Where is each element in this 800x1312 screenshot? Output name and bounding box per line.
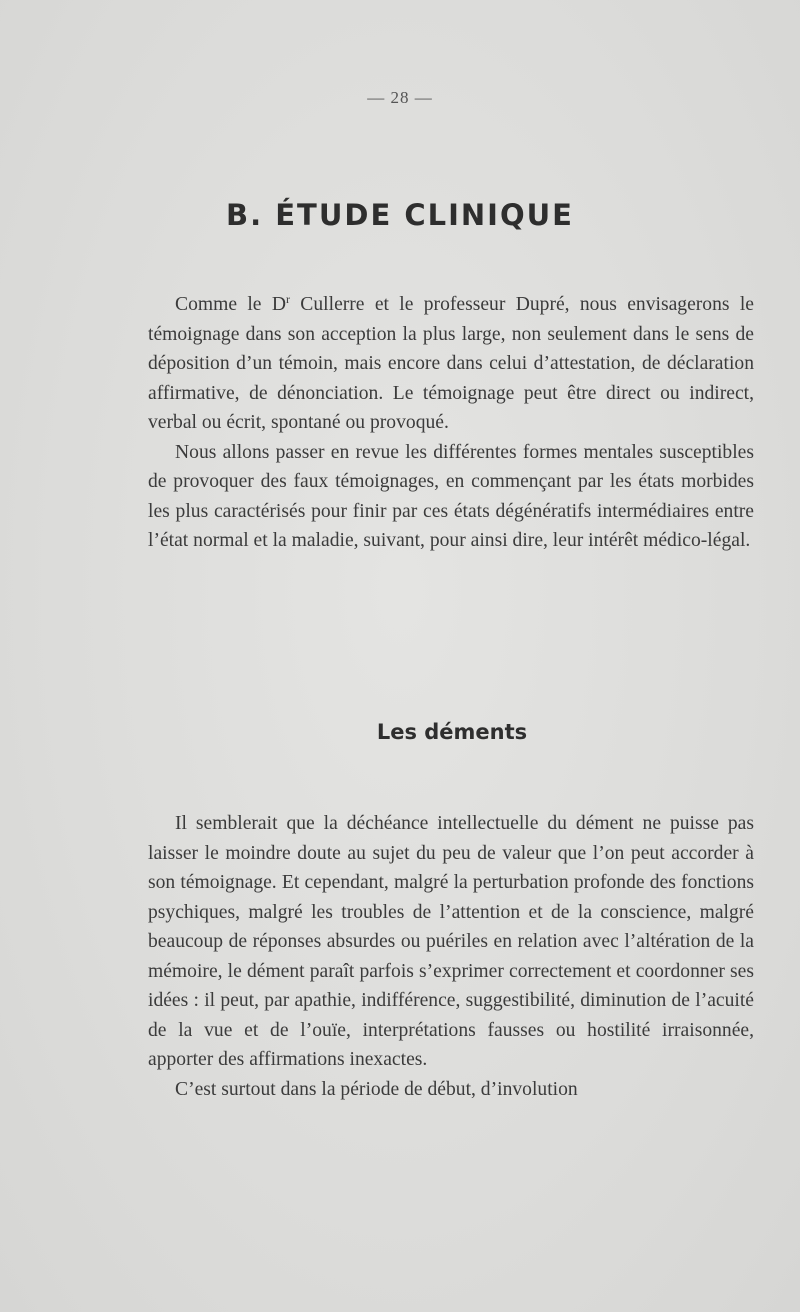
intro-paragraph-2: Nous allons passer en revue les différentes formes mentales susceptibles de provoquer des faux témoignages, en commençant par les états morbides les plus caractérisés pour finir par ces états dégénératifs intermédiaires entre l’état normal et la maladie, suivant, pour ainsi dire, leur intérêt médico-légal.: [148, 441, 754, 551]
intro-paragraph-1-rest: Cullerre et le professeur Dupré, nous envisagerons le témoignage dans son acception la plus large, non seulement dans le sens de déposition d’un témoin, mais encore dans celui d’attestation, de déclaration affirmative, de dénonciation. Le témoignage peut être direct ou indirect, verbal ou écrit, spontané ou provoqué.: [148, 294, 754, 433]
dements-paragraph-1: Il semblerait que la déchéance intellectuelle du dément ne puisse pas laisser le moindre doute au sujet du peu de valeur que l’on peut accorder à son témoignage. Et cependant, malgré la perturbation profonde des fonctions psychiques, malgré les troubles de l’attention et de la conscience, malgré beaucoup de réponses absurdes ou puériles en relation avec l’altération de la mémoire, le dément paraît parfois s’exprimer correctement et coordonner ses idées : il peut, par apathie, indifférence, suggestibilité, diminution de l’acuité de la vue et de l’ouïe, interprétations fausses ou hostilité irraisonnée, apporter des affirmations inexactes.: [148, 813, 754, 1070]
dements-text: [148, 809, 754, 1104]
intro-paragraph-1-start: Comme le D: [175, 294, 286, 315]
doctor-abbrev-superscript: r: [285, 292, 290, 306]
intro-text: [148, 290, 754, 556]
intro-paragraph-1: [148, 290, 754, 438]
dements-paragraph-2: C’est surtout dans la période de début, d’involution: [175, 1078, 578, 1100]
page-number: — 28 —: [367, 88, 433, 107]
subsection-title: Les déments: [376, 720, 528, 744]
section-title: B. ÉTUDE CLINIQUE: [226, 198, 574, 232]
